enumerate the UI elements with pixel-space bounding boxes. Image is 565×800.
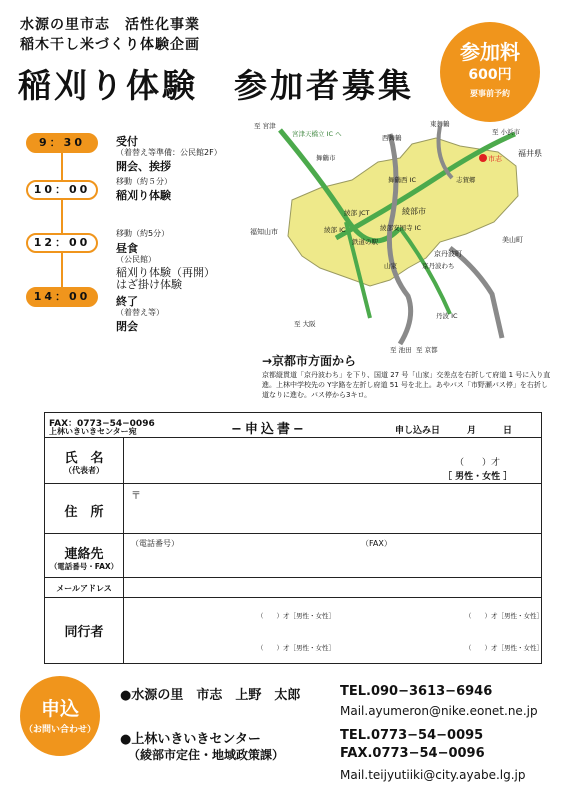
map-label-miyazu: 至 宮津: [254, 122, 276, 130]
route-title: →京都市方面から: [262, 354, 357, 368]
map-label-ayabe-jct: 綾部 JCT: [344, 209, 370, 217]
contact2-sub: （綾部市定住・地域政策課）: [128, 748, 285, 762]
map-label-shigasato: 志賀郷: [456, 176, 476, 184]
map-label-maizuru: 舞鶴市: [316, 154, 336, 162]
contact-sub: （電話番号・FAX）: [49, 562, 119, 571]
map-label-osaka: 至 大阪: [294, 320, 316, 328]
area-map: [240, 118, 555, 358]
ichishi-marker: [479, 154, 487, 162]
item-lunch: 昼食: [116, 242, 138, 255]
map-label-wachi: 京丹波わち: [422, 262, 455, 270]
name-sub: （代表者）: [64, 466, 104, 475]
form-center: 上林いきいきセンター宛: [49, 427, 137, 436]
fee-note: 要事前予約: [470, 89, 510, 98]
item-move1: 移動（約５分）: [116, 177, 172, 186]
time-1000: 10：00: [26, 180, 98, 200]
contact1-name: ●水源の里 市志 上野 太郎: [120, 688, 301, 703]
postal-mark[interactable]: 〒: [131, 491, 141, 502]
contact-label: 連絡先: [64, 547, 104, 562]
map-label-fukui: 福井県: [518, 149, 542, 158]
map-label-obama: 至 小浜市: [492, 128, 521, 136]
item-harvest: 稲刈り体験: [116, 189, 171, 202]
contact2-tel: TEL.0773−54−0095: [340, 728, 484, 743]
map-label-maizuru-nishi-ic: 舞鶴西 IC: [388, 176, 417, 184]
contact2-name: ●上林いきいきセンター: [120, 732, 261, 747]
item-reception: 受付: [116, 135, 138, 148]
item-resume1: 稲刈り体験（再開）: [116, 266, 215, 279]
map-label-ayabe-ic: 綾部 IC: [324, 226, 346, 234]
item-resume2: はざ掛け体験: [116, 278, 182, 291]
tel-hint[interactable]: （電話番号）: [131, 539, 179, 548]
header-line1: 水源の里市志 活性化事業: [20, 17, 200, 33]
fee-badge: [440, 22, 540, 122]
map-label-ichishi: 市志: [488, 155, 502, 163]
contact1-tel: TEL.090−3613−6946: [340, 684, 493, 699]
item-opening: 開会、挨拶: [116, 160, 171, 173]
item-closing: 閉会: [116, 320, 138, 333]
form-date[interactable]: 申し込み日 月 日: [395, 426, 513, 436]
name-label: 氏 名: [64, 451, 104, 466]
route-description: 京都縦貫道「京丹波わち」を下り、国道 27 号「山家」交差点を右折して府道 1 号に入り直進。上林中学校先の Y字路を左折し府道 51 号を北上。あやバス「市野瀬バス停」を右折し道なりに進む。バス停から3キロ。: [262, 371, 551, 399]
fax-hint[interactable]: （FAX）: [361, 539, 392, 548]
timeline-line: [61, 150, 63, 296]
fee-amount: 600円: [468, 67, 512, 83]
map-label-kyoto: 至 京都: [416, 346, 438, 354]
apply-badge: [20, 676, 100, 756]
contact2-mail[interactable]: Mail.teijyutiiki@city.ayabe.lg.jp: [340, 768, 526, 782]
application-form: [44, 412, 542, 664]
apply-label: 申込: [40, 698, 79, 720]
time-1400: 14：00: [26, 287, 98, 307]
item-reception-note: （着替え等準備：公民館2F）: [116, 148, 222, 157]
map-label-station: 鉄道の駅: [352, 238, 378, 246]
map-label-fukuchiyama: 福知山市: [250, 228, 278, 236]
map-label-ankokuji-ic: 綾部安国寺 IC: [380, 224, 422, 232]
item-end-note: （着替え等）: [116, 308, 164, 317]
map-label-miyazu-ic: 宮津天橋立 IC へ: [292, 130, 342, 138]
map-label-kyotamba: 京丹波町: [434, 250, 462, 258]
page-title: 稲刈り体験 参加者募集: [18, 66, 414, 105]
map-label-miyama: 美山町: [502, 236, 523, 244]
time-0930: 9：30: [26, 133, 98, 153]
name-gender[interactable]: ［ 男性・女性 ］: [443, 472, 513, 482]
map-label-nishi-maizuru: 西舞鶴: [382, 134, 402, 142]
map-label-higashi-maizuru: 東舞鶴: [430, 120, 450, 128]
header-line2: 稲木干し米づくり体験企画: [20, 37, 200, 53]
apply-sub: （お問い合わせ）: [23, 725, 96, 735]
map-label-ayabe: 綾部市: [402, 207, 426, 216]
map-label-ikeda: 至 池田: [390, 346, 412, 354]
map-label-tanba-ic: 丹波 IC: [436, 312, 458, 320]
companion-slot-2[interactable]: （ ）才［男性・女性］: [465, 612, 543, 620]
email-label: メールアドレス: [56, 584, 112, 593]
time-1200: 12：00: [26, 233, 98, 253]
name-age[interactable]: （ ）才: [455, 458, 501, 468]
form-title: −申込書−: [231, 422, 307, 437]
map-label-yamaga: 山家: [384, 262, 397, 270]
companion-slot-1[interactable]: （ ）才［男性・女性］: [257, 612, 335, 620]
contact2-fax: FAX.0773−54−0096: [340, 746, 485, 761]
form-fax: FAX：0773−54−0096: [49, 419, 155, 429]
road-gray-east: [450, 248, 502, 338]
contact1-mail[interactable]: Mail.ayumeron@nike.eonet.ne.jp: [340, 704, 538, 718]
companion-slot-3[interactable]: （ ）才［男性・女性］: [257, 644, 335, 652]
address-label: 住 所: [64, 505, 104, 520]
item-end: 終了: [116, 295, 138, 308]
item-lunch-note: （公民館）: [116, 255, 156, 264]
item-move2: 移動（約5分）: [116, 229, 170, 238]
companion-slot-4[interactable]: （ ）才［男性・女性］: [465, 644, 543, 652]
fee-label: 参加料: [460, 40, 520, 64]
companion-label: 同行者: [64, 625, 104, 640]
